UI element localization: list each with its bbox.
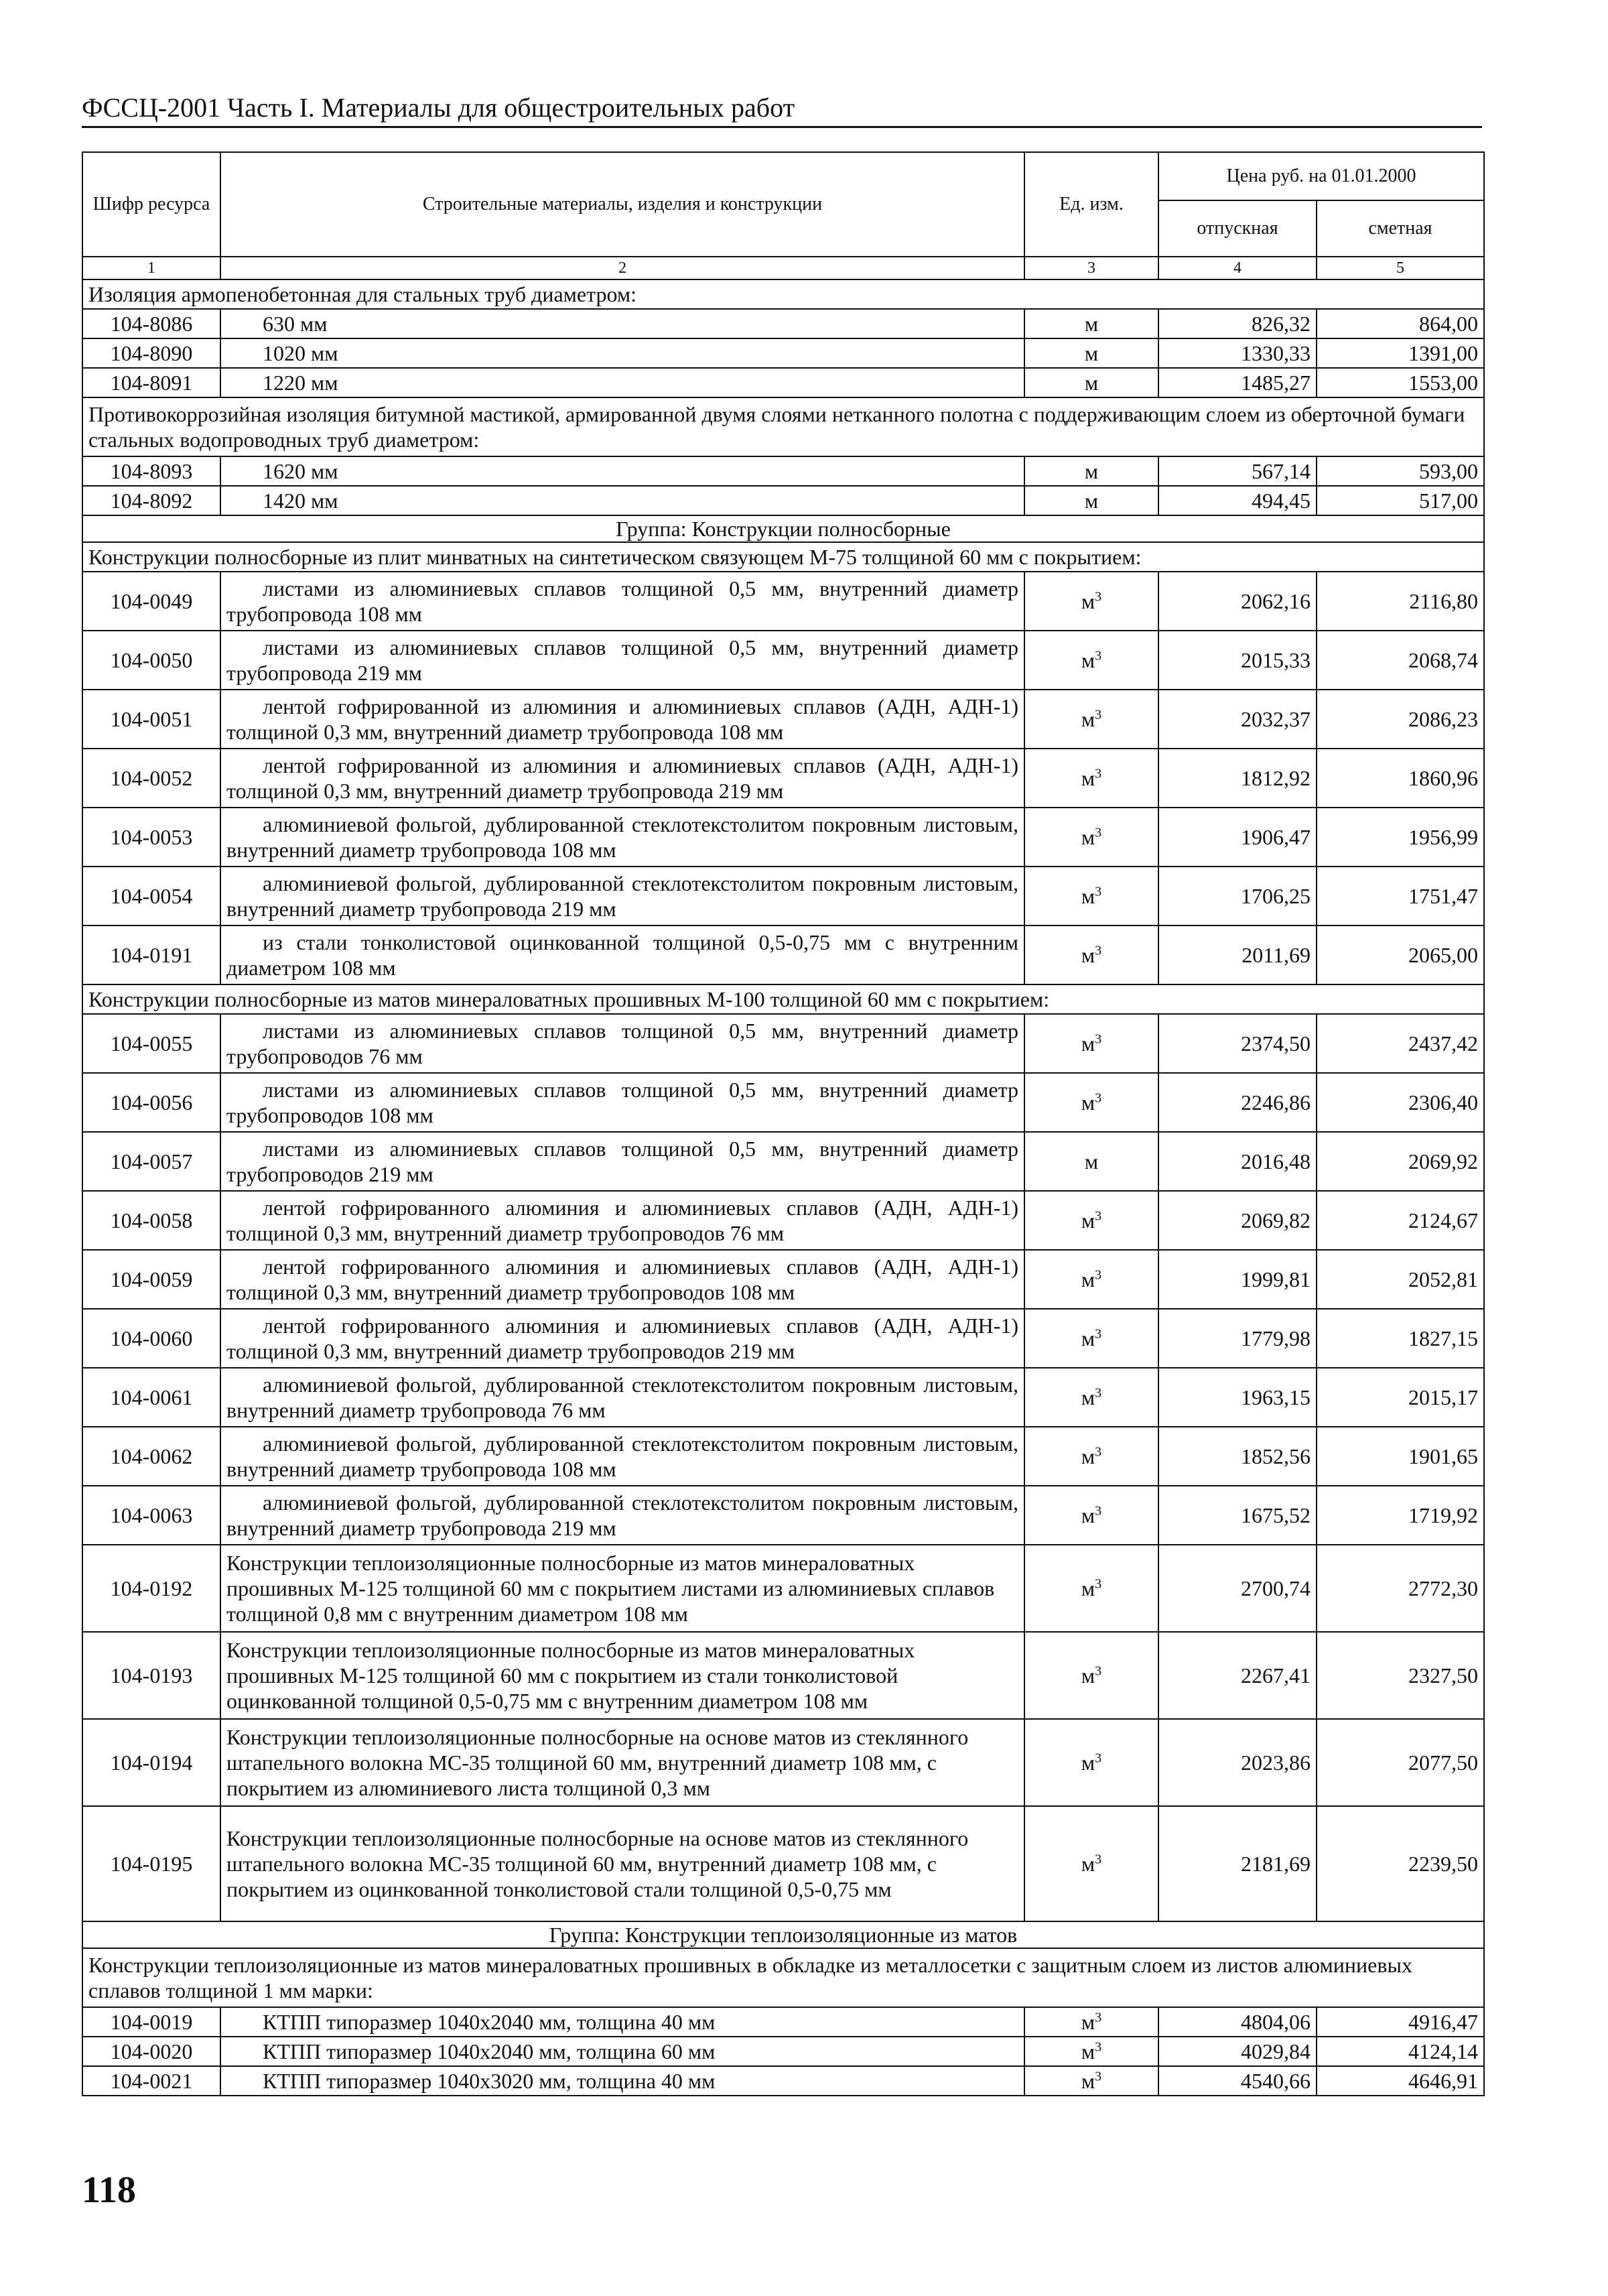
- table-row: [82, 1132, 1484, 1191]
- unit: $м^3$: [1024, 2007, 1158, 2037]
- item-name: алюминиевой фольгой, дублированной стеклотекстолитом покровным листовым, внутренний диаметр трубопровода 219 мм: [220, 867, 1024, 926]
- table-row: [82, 1073, 1484, 1132]
- resource-code: 104-0061: [82, 1368, 220, 1427]
- estimate-price: 2052,81: [1317, 1250, 1484, 1309]
- release-price: 567,14: [1158, 456, 1317, 486]
- estimate-price: 4916,47: [1317, 2007, 1484, 2037]
- section-heading: Конструкции теплоизоляционные из матов минераловатных прошивных в обкладке из металлосетки с защитным слоем из листов алюминиевых сплавов толщиной 1 мм марки:: [82, 1948, 1484, 2007]
- table-row: [82, 1486, 1484, 1545]
- estimate-price: 2015,17: [1317, 1368, 1484, 1427]
- estimate-price: 2327,50: [1317, 1632, 1484, 1719]
- estimate-price: 1719,92: [1317, 1486, 1484, 1545]
- estimate-price: 517,00: [1317, 486, 1484, 515]
- table-row: [82, 1427, 1484, 1486]
- unit: $м^3$: [1024, 749, 1158, 808]
- group-heading: Группа: Конструкции теплоизоляционные из матов: [82, 1921, 1484, 1948]
- column-numbers: [82, 257, 1484, 279]
- unit: $м^3$: [1024, 1250, 1158, 1309]
- release-price: 4540,66: [1158, 2066, 1317, 2096]
- resource-code: 104-0054: [82, 867, 220, 926]
- estimate-price: 2065,00: [1317, 926, 1484, 984]
- item-name: Конструкции теплоизоляционные полносборные из матов минераловатных прошивных М-125 толщиной 60 мм с покрытием листами из алюминиевых сплавов толщиной 0,8 мм с внутренним диаметром 108 мм: [220, 1545, 1024, 1632]
- unit: $м^3$: [1024, 1014, 1158, 1073]
- release-price: 826,32: [1158, 309, 1317, 338]
- estimate-price: 1901,65: [1317, 1427, 1484, 1486]
- resource-code: 104-8093: [82, 456, 220, 486]
- header-code: Шифр ресурса: [82, 152, 220, 257]
- resource-code: 104-0057: [82, 1132, 220, 1191]
- item-name: листами из алюминиевых сплавов толщиной 0,5 мм, внутренний диаметр трубопроводов 76 мм: [220, 1014, 1024, 1073]
- unit: $м^3$: [1024, 1486, 1158, 1545]
- release-price: 1852,56: [1158, 1427, 1317, 1486]
- release-price: 2011,69: [1158, 926, 1317, 984]
- item-name: из стали тонколистовой оцинкованной толщиной 0,5-0,75 мм с внутренним диаметром 108 мм: [220, 926, 1024, 984]
- table-row: [82, 486, 1484, 515]
- item-name: алюминиевой фольгой, дублированной стеклотекстолитом покровным листовым, внутренний диаметр трубопровода 108 мм: [220, 1427, 1024, 1486]
- item-name: лентой гофрированного алюминия и алюминиевых сплавов (АДН, АДН-1) толщиной 0,3 мм, внутренний диаметр трубопроводов 219 мм: [220, 1309, 1024, 1368]
- table-header: [82, 152, 1484, 279]
- unit: $м^3$: [1024, 572, 1158, 631]
- release-price: 2374,50: [1158, 1014, 1317, 1073]
- release-price: 1330,33: [1158, 338, 1317, 368]
- estimate-price: 593,00: [1317, 456, 1484, 486]
- group-heading: Группа: Конструкции полносборные: [82, 515, 1484, 542]
- estimate-price: 2124,67: [1317, 1191, 1484, 1250]
- item-name: КТПП типоразмер 1040х2040 мм, толщина 60 мм: [220, 2037, 1024, 2066]
- column-number: 3: [1024, 257, 1158, 279]
- release-price: 4029,84: [1158, 2037, 1317, 2066]
- release-price: 494,45: [1158, 486, 1317, 515]
- unit: м: [1024, 456, 1158, 486]
- resource-code: 104-0194: [82, 1719, 220, 1806]
- table-row: [82, 926, 1484, 984]
- column-number: 5: [1317, 257, 1484, 279]
- header-name: Строительные материалы, изделия и конструкции: [220, 152, 1024, 257]
- release-price: 2069,82: [1158, 1191, 1317, 1250]
- estimate-price: 2069,92: [1317, 1132, 1484, 1191]
- item-name: 1020 мм: [220, 338, 1024, 368]
- unit: $м^3$: [1024, 631, 1158, 690]
- unit: м: [1024, 1132, 1158, 1191]
- table-row: [82, 690, 1484, 749]
- unit: $м^3$: [1024, 1719, 1158, 1806]
- unit: м: [1024, 368, 1158, 397]
- table-row: [82, 808, 1484, 867]
- table-row: [82, 1014, 1484, 1073]
- unit: $м^3$: [1024, 1427, 1158, 1486]
- page-number: 118: [82, 2169, 136, 2211]
- unit: $м^3$: [1024, 1309, 1158, 1368]
- estimate-price: 4646,91: [1317, 2066, 1484, 2096]
- estimate-price: 2239,50: [1317, 1806, 1484, 1921]
- release-price: 2023,86: [1158, 1719, 1317, 1806]
- item-name: листами из алюминиевых сплавов толщиной 0,5 мм, внутренний диаметр трубопроводов 108 мм: [220, 1073, 1024, 1132]
- column-number: 4: [1158, 257, 1317, 279]
- release-price: 1963,15: [1158, 1368, 1317, 1427]
- release-price: 2181,69: [1158, 1806, 1317, 1921]
- unit: $м^3$: [1024, 867, 1158, 926]
- section-heading: Конструкции полносборные из плит минватных на синтетическом связующем М-75 толщиной 60 мм с покрытием:: [82, 542, 1484, 572]
- table-row: [82, 572, 1484, 631]
- release-price: 1675,52: [1158, 1486, 1317, 1545]
- resource-code: 104-8090: [82, 338, 220, 368]
- resource-code: 104-0053: [82, 808, 220, 867]
- item-name: алюминиевой фольгой, дублированной стеклотекстолитом покровным листовым, внутренний диаметр трубопровода 108 мм: [220, 808, 1024, 867]
- item-name: лентой гофрированного алюминия и алюминиевых сплавов (АДН, АДН-1) толщиной 0,3 мм, внутренний диаметр трубопроводов 108 мм: [220, 1250, 1024, 1309]
- estimate-price: 2116,80: [1317, 572, 1484, 631]
- estimate-price: 1827,15: [1317, 1309, 1484, 1368]
- item-name: КТПП типоразмер 1040х2040 мм, толщина 40 мм: [220, 2007, 1024, 2037]
- estimate-price: 1553,00: [1317, 368, 1484, 397]
- section-heading: Конструкции полносборные из матов минераловатных прошивных М-100 толщиной 60 мм с покрытием:: [82, 984, 1484, 1014]
- resource-code: 104-0059: [82, 1250, 220, 1309]
- table-row: [82, 867, 1484, 926]
- table-row: [82, 1632, 1484, 1719]
- estimate-price: 2086,23: [1317, 690, 1484, 749]
- resource-code: 104-0191: [82, 926, 220, 984]
- table-row: [82, 1250, 1484, 1309]
- unit: $м^3$: [1024, 1368, 1158, 1427]
- resource-code: 104-8091: [82, 368, 220, 397]
- resource-code: 104-0195: [82, 1806, 220, 1921]
- header-release: отпускная: [1158, 200, 1317, 257]
- unit: $м^3$: [1024, 2037, 1158, 2066]
- release-price: 2267,41: [1158, 1632, 1317, 1719]
- header-price: Цена руб. на 01.01.2000: [1158, 152, 1484, 200]
- release-price: 2246,86: [1158, 1073, 1317, 1132]
- resource-code: 104-0060: [82, 1309, 220, 1368]
- column-number: 1: [82, 257, 220, 279]
- table-row: [82, 1309, 1484, 1368]
- resource-code: 104-0063: [82, 1486, 220, 1545]
- item-name: Конструкции теплоизоляционные полносборные на основе матов из стеклянного штапельного волокна МС-35 толщиной 60 мм, внутренний диаметр 108 мм, с покрытием из оцинкованной тонколистовой стали толщиной 0,5-0,75 мм: [220, 1806, 1024, 1921]
- item-name: 1220 мм: [220, 368, 1024, 397]
- table-body: [82, 279, 1484, 2096]
- resource-code: 104-0062: [82, 1427, 220, 1486]
- release-price: 1706,25: [1158, 867, 1317, 926]
- release-price: 2700,74: [1158, 1545, 1317, 1632]
- estimate-price: 2306,40: [1317, 1073, 1484, 1132]
- table-row: [82, 2066, 1484, 2096]
- table-row: [82, 1545, 1484, 1632]
- item-name: алюминиевой фольгой, дублированной стеклотекстолитом покровным листовым, внутренний диаметр трубопровода 219 мм: [220, 1486, 1024, 1545]
- estimate-price: 1751,47: [1317, 867, 1484, 926]
- table-row: [82, 1191, 1484, 1250]
- item-name: 630 мм: [220, 309, 1024, 338]
- table-row: [82, 309, 1484, 338]
- estimate-price: 2068,74: [1317, 631, 1484, 690]
- resource-code: 104-0055: [82, 1014, 220, 1073]
- table-row: [82, 2037, 1484, 2066]
- resource-code: 104-0051: [82, 690, 220, 749]
- resource-code: 104-0049: [82, 572, 220, 631]
- unit: $м^3$: [1024, 808, 1158, 867]
- item-name: листами из алюминиевых сплавов толщиной 0,5 мм, внутренний диаметр трубопровода 219 мм: [220, 631, 1024, 690]
- unit: $м^3$: [1024, 1545, 1158, 1632]
- resource-code: 104-0058: [82, 1191, 220, 1250]
- estimate-price: 4124,14: [1317, 2037, 1484, 2066]
- estimate-price: 864,00: [1317, 309, 1484, 338]
- resource-code: 104-0192: [82, 1545, 220, 1632]
- unit: $м^3$: [1024, 1632, 1158, 1719]
- item-name: листами из алюминиевых сплавов толщиной 0,5 мм, внутренний диаметр трубопровода 108 мм: [220, 572, 1024, 631]
- table-row: [82, 1719, 1484, 1806]
- resource-code: 104-0019: [82, 2007, 220, 2037]
- item-name: КТПП типоразмер 1040х3020 мм, толщина 40 мм: [220, 2066, 1024, 2096]
- release-price: 1999,81: [1158, 1250, 1317, 1309]
- estimate-price: 1391,00: [1317, 338, 1484, 368]
- release-price: 1906,47: [1158, 808, 1317, 867]
- estimate-price: 1860,96: [1317, 749, 1484, 808]
- release-price: 1485,27: [1158, 368, 1317, 397]
- header-estimate: сметная: [1317, 200, 1484, 257]
- resource-code: 104-0056: [82, 1073, 220, 1132]
- item-name: Конструкции теплоизоляционные полносборные на основе матов из стеклянного штапельного волокна МС-35 толщиной 60 мм, внутренний диаметр 108 мм, с покрытием из алюминиевого листа толщиной 0,3 мм: [220, 1719, 1024, 1806]
- item-name: алюминиевой фольгой, дублированной стеклотекстолитом покровным листовым, внутренний диаметр трубопровода 76 мм: [220, 1368, 1024, 1427]
- estimate-price: 2077,50: [1317, 1719, 1484, 1806]
- resource-code: 104-8092: [82, 486, 220, 515]
- resource-code: 104-8086: [82, 309, 220, 338]
- item-name: 1620 мм: [220, 456, 1024, 486]
- table-row: [82, 338, 1484, 368]
- release-price: 2016,48: [1158, 1132, 1317, 1191]
- item-name: лентой гофрированного алюминия и алюминиевых сплавов (АДН, АДН-1) толщиной 0,3 мм, внутренний диаметр трубопроводов 76 мм: [220, 1191, 1024, 1250]
- table-row: [82, 749, 1484, 808]
- resource-code: 104-0020: [82, 2037, 220, 2066]
- release-price: 1812,92: [1158, 749, 1317, 808]
- unit: $м^3$: [1024, 1806, 1158, 1921]
- item-name: Конструкции теплоизоляционные полносборные из матов минераловатных прошивных М-125 толщиной 60 мм с покрытием из стали тонколистовой оцинкованной толщиной 0,5-0,75 мм с внутренним диаметром 108 мм: [220, 1632, 1024, 1719]
- unit: $м^3$: [1024, 1191, 1158, 1250]
- item-name: лентой гофрированной из алюминия и алюминиевых сплавов (АДН, АДН-1) толщиной 0,3 мм, внутренний диаметр трубопровода 219 мм: [220, 749, 1024, 808]
- estimate-price: 2772,30: [1317, 1545, 1484, 1632]
- section-heading: Изоляция армопенобетонная для стальных труб диаметром:: [82, 279, 1484, 309]
- release-price: 1779,98: [1158, 1309, 1317, 1368]
- unit: $м^3$: [1024, 690, 1158, 749]
- table-row: [82, 2007, 1484, 2037]
- table-row: [82, 456, 1484, 486]
- header-unit: Ед. изм.: [1024, 152, 1158, 257]
- table-row: [82, 631, 1484, 690]
- item-name: лентой гофрированной из алюминия и алюминиевых сплавов (АДН, АДН-1) толщиной 0,3 мм, внутренний диаметр трубопровода 108 мм: [220, 690, 1024, 749]
- item-name: 1420 мм: [220, 486, 1024, 515]
- estimate-price: 2437,42: [1317, 1014, 1484, 1073]
- table-row: [82, 1368, 1484, 1427]
- column-number: 2: [220, 257, 1024, 279]
- section-heading: Противокоррозийная изоляция битумной мастикой, армированной двумя слоями нетканного полотна с поддерживающим слоем из оберточной бумаги стальных водопроводных труб диаметром:: [82, 397, 1484, 456]
- estimate-price: 1956,99: [1317, 808, 1484, 867]
- price-table: [82, 151, 1485, 2096]
- release-price: 2015,33: [1158, 631, 1317, 690]
- item-name: листами из алюминиевых сплавов толщиной 0,5 мм, внутренний диаметр трубопроводов 219 мм: [220, 1132, 1024, 1191]
- release-price: 4804,06: [1158, 2007, 1317, 2037]
- resource-code: 104-0021: [82, 2066, 220, 2096]
- unit: м: [1024, 338, 1158, 368]
- resource-code: 104-0052: [82, 749, 220, 808]
- table-row: [82, 368, 1484, 397]
- table-row: [82, 1806, 1484, 1921]
- unit: $м^3$: [1024, 2066, 1158, 2096]
- resource-code: 104-0193: [82, 1632, 220, 1719]
- unit: м: [1024, 309, 1158, 338]
- unit: $м^3$: [1024, 1073, 1158, 1132]
- unit: м: [1024, 486, 1158, 515]
- release-price: 2032,37: [1158, 690, 1317, 749]
- unit: $м^3$: [1024, 926, 1158, 984]
- running-header: ФССЦ-2001 Часть I. Материалы для общестроительных работ: [82, 92, 1482, 128]
- release-price: 2062,16: [1158, 572, 1317, 631]
- resource-code: 104-0050: [82, 631, 220, 690]
